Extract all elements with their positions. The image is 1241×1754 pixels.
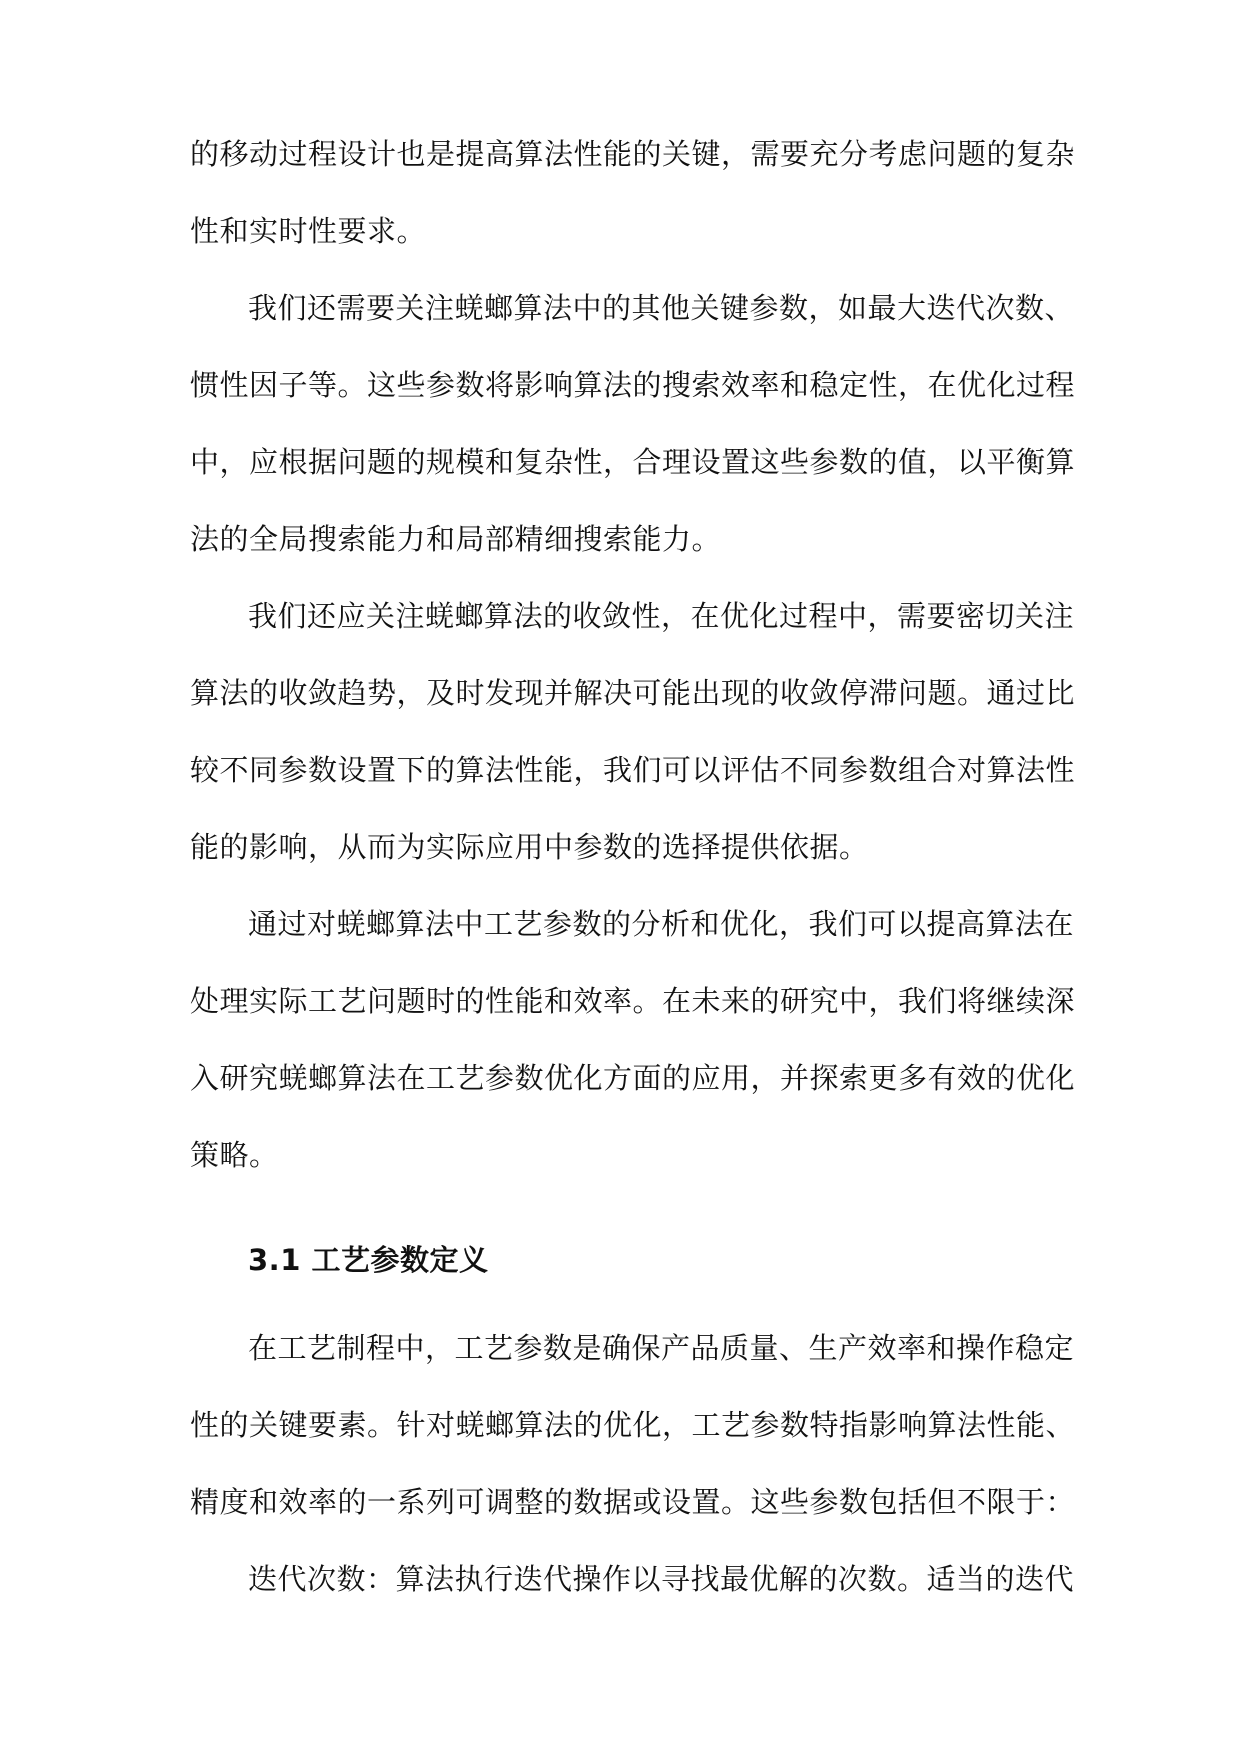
paragraph-line: 策略。 xyxy=(190,1138,279,1172)
paragraph-continuation xyxy=(190,116,1076,270)
paragraph-line: 算法的收敛趋势，及时发现并解决可能出现的收敛停滞问题。通过比 xyxy=(190,676,1076,710)
paragraph-line: 性和实时性要求。 xyxy=(190,214,427,248)
paragraph-line: 精度和效率的一系列可调整的数据或设置。这些参数包括但不限于： xyxy=(190,1485,1076,1519)
paragraph-line: 较不同参数设置下的算法性能，我们可以评估不同参数组合对算法性 xyxy=(190,753,1076,787)
paragraph-iterations xyxy=(190,1541,1075,1618)
paragraph-key-parameters xyxy=(190,270,1076,578)
paragraph-line: 入研究蜣螂算法在工艺参数优化方面的应用，并探索更多有效的优化 xyxy=(190,1061,1076,1095)
paragraph-line: 处理实际工艺问题时的性能和效率。在未来的研究中，我们将继续深 xyxy=(190,984,1076,1018)
paragraph-line: 惯性因子等。这些参数将影响算法的搜索效率和稳定性，在优化过程 xyxy=(190,368,1076,402)
paragraph-convergence xyxy=(190,578,1076,886)
paragraph-line: 我们还应关注蜣螂算法的收敛性，在优化过程中，需要密切关注 xyxy=(248,599,1075,633)
paragraph-line: 性的关键要素。针对蜣螂算法的优化，工艺参数特指影响算法性能、 xyxy=(190,1408,1076,1442)
paragraph-definition xyxy=(190,1310,1076,1541)
paragraph-line: 中，应根据问题的规模和复杂性，合理设置这些参数的值，以平衡算 xyxy=(190,445,1076,479)
section-heading: 3.1 工艺参数定义 xyxy=(248,1243,489,1277)
paragraph-line: 通过对蜣螂算法中工艺参数的分析和优化，我们可以提高算法在 xyxy=(248,907,1075,941)
paragraph-line: 我们还需要关注蜣螂算法中的其他关键参数，如最大迭代次数、 xyxy=(248,291,1075,325)
paragraph-line: 的移动过程设计也是提高算法性能的关键，需要充分考虑问题的复杂 xyxy=(190,137,1076,171)
paragraph-line: 法的全局搜索能力和局部精细搜索能力。 xyxy=(190,522,722,556)
paragraph-analysis xyxy=(190,886,1076,1194)
paragraph-line: 迭代次数：算法执行迭代操作以寻找最优解的次数。适当的迭代 xyxy=(248,1562,1075,1596)
paragraph-line: 能的影响，从而为实际应用中参数的选择提供依据。 xyxy=(190,830,869,864)
paragraph-line: 在工艺制程中，工艺参数是确保产品质量、生产效率和操作稳定 xyxy=(248,1331,1075,1365)
